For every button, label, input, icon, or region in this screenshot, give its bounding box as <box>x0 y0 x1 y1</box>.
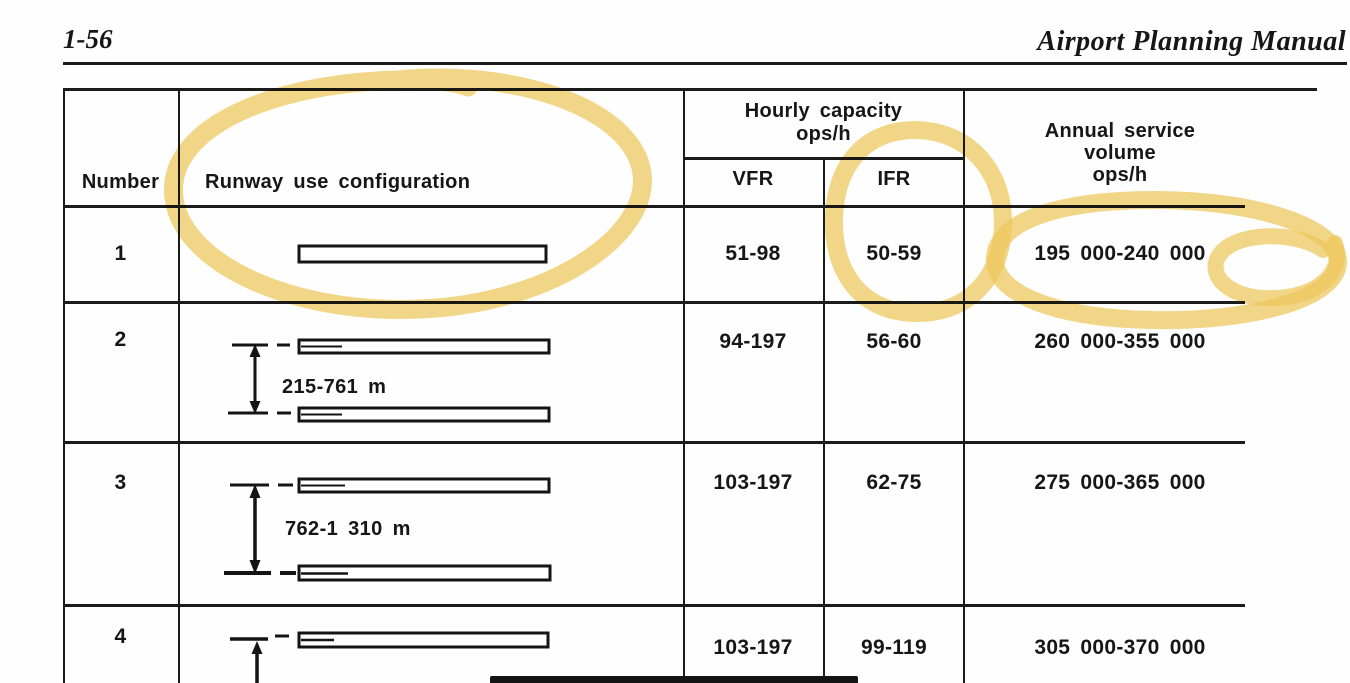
col-header-hourly-capacity: Hourly capacity <box>744 100 903 122</box>
row1-vfr: 51-98 <box>725 242 781 265</box>
row3-separation-label: 762-1 310 m <box>285 518 411 540</box>
row2-vfr: 94-197 <box>719 330 787 353</box>
page-number: 1-56 <box>63 24 113 54</box>
ifr-row1-highlight-circle <box>834 130 1003 313</box>
runway-config-highlight-circle <box>173 78 642 309</box>
row1-ifr: 50-59 <box>866 242 922 265</box>
row2-number: 2 <box>114 328 127 351</box>
col-header-ifr: IFR <box>877 168 911 190</box>
row2-annual: 260 000-355 000 <box>1034 330 1206 353</box>
row3-ifr: 62-75 <box>866 471 922 494</box>
row1-annual: 195 000-240 000 <box>1034 242 1206 265</box>
col-header-vfr: VFR <box>732 168 774 190</box>
col-header-runway-config: Runway use configuration <box>205 171 471 193</box>
row4-annual: 305 000-370 000 <box>1034 636 1206 659</box>
col-header-annual-1: Annual service <box>1044 120 1196 142</box>
row3-annual: 275 000-365 000 <box>1034 471 1206 494</box>
row4-vfr: 103-197 <box>713 636 793 659</box>
col-header-annual-2: volume <box>1084 142 1156 164</box>
row4-number: 4 <box>114 625 127 648</box>
manual-title: Airport Planning Manual <box>1037 26 1346 57</box>
row2-separation-label: 215-761 m <box>282 376 387 398</box>
row1-number: 1 <box>114 242 127 265</box>
row3-number: 3 <box>114 471 127 494</box>
row4-ifr: 99-119 <box>860 636 928 659</box>
col-header-number: Number <box>81 171 160 193</box>
col-header-annual-3: ops/h <box>1092 164 1148 186</box>
annual-row1-highlight-curl <box>1216 236 1338 298</box>
col-header-hourly-units: ops/h <box>796 123 851 145</box>
row2-ifr: 56-60 <box>866 330 922 353</box>
row3-vfr: 103-197 <box>713 471 793 494</box>
